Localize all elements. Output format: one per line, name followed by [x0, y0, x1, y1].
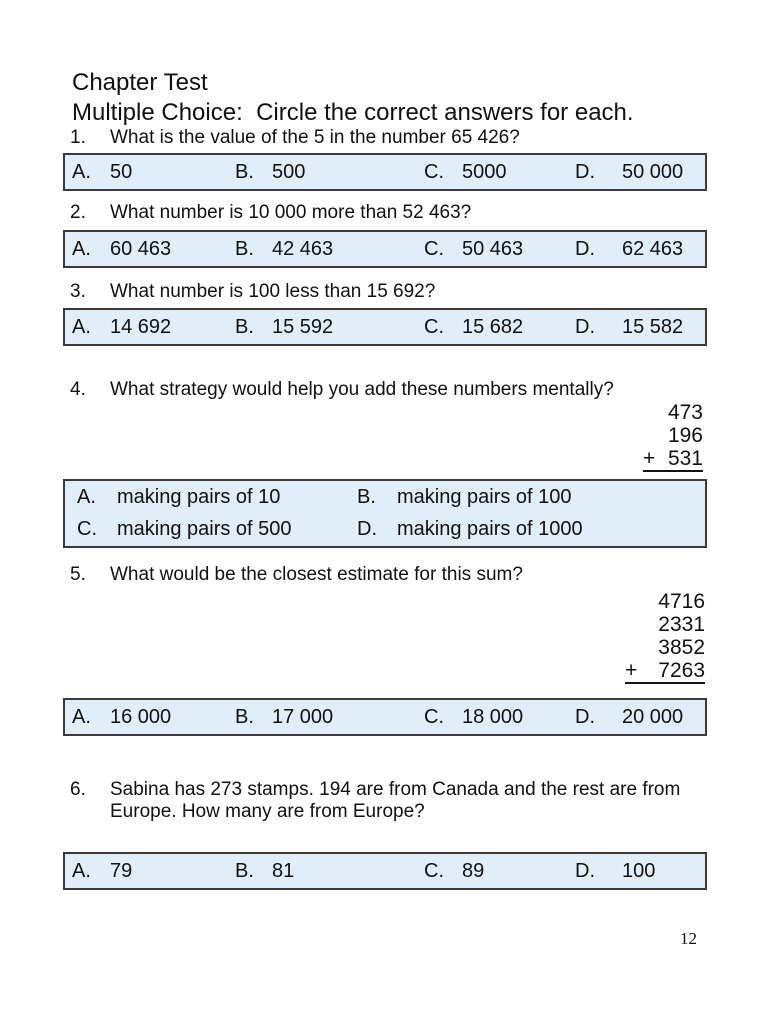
- q3-option-c-value: 15 682: [462, 316, 524, 338]
- addend: 3852: [658, 636, 705, 659]
- question-4-text: What strategy would help you add these numbers mentally?: [110, 379, 614, 400]
- q1-option-a-letter: A.: [72, 161, 91, 183]
- addend: 4716: [658, 590, 705, 613]
- q2-option-b-value: 42 463: [272, 238, 334, 260]
- question-2-number: 2.: [70, 202, 86, 223]
- question-3: [70, 281, 706, 303]
- q1-option-d-letter: D.: [575, 161, 595, 183]
- q5-option-d-letter: D.: [575, 706, 595, 728]
- q4-option-c-value: making pairs of 500: [117, 518, 292, 540]
- q1-option-c-value: 5000: [462, 161, 507, 183]
- answer-box-4: [63, 479, 707, 548]
- answer-box-1: [63, 153, 707, 191]
- q2-option-a-letter: A.: [72, 238, 91, 260]
- answer-box-3: [63, 308, 707, 346]
- question-6: [70, 779, 706, 823]
- q6-option-a-value: 79: [110, 860, 133, 882]
- addend-sum-line: [643, 447, 703, 472]
- q1-option-d-value: 50 000: [622, 161, 684, 183]
- answer-box-4-row-2: [65, 513, 705, 545]
- q4-option-c-letter: C.: [77, 518, 97, 540]
- question-5-text: What would be the closest estimate for this sum?: [110, 564, 523, 585]
- q4-option-a-letter: A.: [77, 486, 96, 508]
- addend: 473: [667, 401, 703, 424]
- q1-option-b-value: 500: [272, 161, 306, 183]
- addition-column-q4: [643, 401, 703, 472]
- page-title: Chapter Test: [72, 69, 208, 96]
- page-subtitle: Multiple Choice: Circle the correct answers for each.: [72, 99, 634, 126]
- q3-option-a-letter: A.: [72, 316, 91, 338]
- addend: 7263: [658, 659, 705, 682]
- answer-box-5: [63, 698, 707, 736]
- q5-option-b-value: 17 000: [272, 706, 334, 728]
- q4-option-d-letter: D.: [357, 518, 377, 540]
- q3-option-a-value: 14 692: [110, 316, 172, 338]
- addend: 2331: [658, 613, 705, 636]
- q1-option-b-letter: B.: [235, 161, 254, 183]
- q5-option-d-value: 20 000: [622, 706, 684, 728]
- question-5-number: 5.: [70, 564, 86, 585]
- q3-option-d-value: 15 582: [622, 316, 684, 338]
- q5-option-b-letter: B.: [235, 706, 254, 728]
- addition-column-q5: [625, 590, 705, 684]
- q2-option-b-letter: B.: [235, 238, 254, 260]
- question-6-number: 6.: [70, 779, 86, 800]
- question-1-text: What is the value of the 5 in the number 65 426?: [110, 127, 520, 148]
- q4-option-a-value: making pairs of 10: [117, 486, 281, 508]
- q5-option-c-letter: C.: [424, 706, 444, 728]
- q1-option-c-letter: C.: [424, 161, 444, 183]
- q3-option-d-letter: D.: [575, 316, 595, 338]
- answer-box-2: [63, 230, 707, 268]
- q6-option-c-letter: C.: [424, 860, 444, 882]
- q6-option-c-value: 89: [462, 860, 485, 882]
- answer-box-6: [63, 852, 707, 890]
- q1-option-a-value: 50: [110, 161, 133, 183]
- question-3-text: What number is 100 less than 15 692?: [110, 281, 436, 302]
- q2-option-c-letter: C.: [424, 238, 444, 260]
- question-4-number: 4.: [70, 379, 86, 400]
- q5-option-a-letter: A.: [72, 706, 91, 728]
- q6-option-b-letter: B.: [235, 860, 254, 882]
- q4-option-b-value: making pairs of 100: [397, 486, 572, 508]
- question-3-number: 3.: [70, 281, 86, 302]
- addend-sum-line: [625, 659, 705, 684]
- q3-option-b-value: 15 592: [272, 316, 334, 338]
- q4-option-b-letter: B.: [357, 486, 376, 508]
- question-1-number: 1.: [70, 127, 86, 148]
- q2-option-d-letter: D.: [575, 238, 595, 260]
- q6-option-a-letter: A.: [72, 860, 91, 882]
- q3-option-b-letter: B.: [235, 316, 254, 338]
- addend: 196: [667, 424, 703, 447]
- question-4: [70, 379, 706, 401]
- page-number: 12: [680, 929, 697, 948]
- plus-operator: +: [625, 659, 638, 682]
- question-2-text: What number is 10 000 more than 52 463?: [110, 202, 472, 223]
- q5-option-a-value: 16 000: [110, 706, 172, 728]
- q2-option-d-value: 62 463: [622, 238, 684, 260]
- q6-option-d-value: 100: [622, 860, 656, 882]
- question-1: [70, 127, 706, 149]
- q6-option-d-letter: D.: [575, 860, 595, 882]
- q5-option-c-value: 18 000: [462, 706, 524, 728]
- question-5: [70, 564, 706, 586]
- q6-option-b-value: 81: [272, 860, 295, 882]
- addend: 531: [667, 447, 703, 470]
- question-2: [70, 202, 706, 224]
- answer-box-4-row-1: [65, 481, 705, 513]
- q2-option-a-value: 60 463: [110, 238, 172, 260]
- q3-option-c-letter: C.: [424, 316, 444, 338]
- question-6-text: Sabina has 273 stamps. 194 are from Canada and the rest are from Europe. How many are from Europe?: [110, 779, 681, 822]
- plus-operator: +: [643, 447, 656, 470]
- q2-option-c-value: 50 463: [462, 238, 524, 260]
- q4-option-d-value: making pairs of 1000: [397, 518, 583, 540]
